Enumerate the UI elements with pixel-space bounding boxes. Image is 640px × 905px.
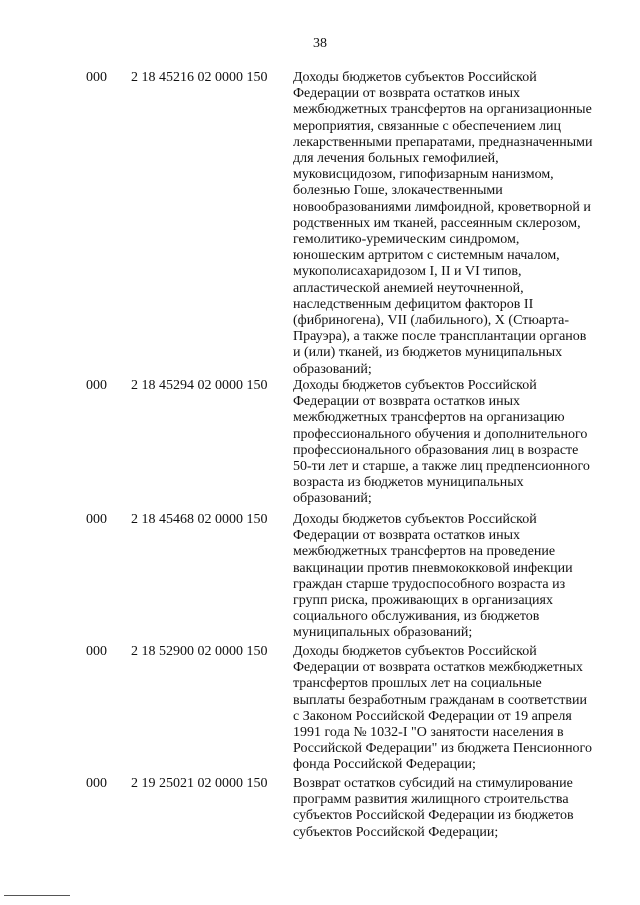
description-line: Федерации от возврата остатков иных — [293, 394, 520, 410]
description-line: 50-ти лет и старше, а также лиц предпенсионного — [293, 459, 590, 475]
budget-classification-code: 2 18 45468 02 0000 150 — [131, 512, 268, 527]
description-line: гемолитико-уремическим синдромом, — [293, 232, 520, 248]
admin-code: 000 — [86, 378, 107, 393]
revenue-description — [293, 378, 593, 508]
description-line: субъектов Российской Федерации; — [293, 824, 499, 840]
description-line: лекарственными препаратами, предназначенными — [293, 134, 593, 150]
description-line: межбюджетных трансфертов на проведение — [293, 544, 556, 560]
description-line: и (или) тканей, из бюджетов муниципальных — [293, 345, 563, 361]
revenue-description — [293, 512, 593, 642]
revenue-description — [293, 776, 593, 841]
page-number: 38 — [313, 36, 327, 51]
description-line: трансфертов прошлых лет на социальные — [293, 676, 542, 692]
admin-code: 000 — [86, 776, 107, 791]
budget-classification-code: 2 19 25021 02 0000 150 — [131, 776, 268, 791]
admin-code: 000 — [86, 644, 107, 659]
revenue-description — [293, 644, 593, 774]
description-line: новообразованиями лимфоидной, кроветворной и — [293, 199, 591, 215]
description-line: мукополисахаридозом I, II и VI типов, — [293, 264, 522, 280]
description-line: мероприятия, связанные с обеспечением лиц — [293, 118, 562, 134]
description-line: групп риска, проживающих в организациях — [293, 593, 553, 609]
description-line: Доходы бюджетов субъектов Российской — [293, 644, 537, 659]
description-line: муниципальных образований; — [293, 625, 473, 641]
description-line: программ развития жилищного строительства — [293, 792, 569, 808]
admin-code: 000 — [86, 512, 107, 527]
description-line: профессионального образования лиц в возрасте — [293, 442, 579, 458]
footer-rule — [4, 895, 70, 896]
budget-classification-code: 2 18 45294 02 0000 150 — [131, 378, 268, 393]
description-line: Федерации от возврата остатков иных — [293, 528, 520, 544]
description-line: выплаты безработным гражданам в соответствии — [293, 692, 587, 708]
description-line: возраста из бюджетов муниципальных — [293, 475, 524, 491]
description-line: граждан старше трудоспособного возраста из — [293, 576, 566, 592]
description-line: Доходы бюджетов субъектов Российской — [293, 378, 537, 393]
budget-classification-code: 2 18 52900 02 0000 150 — [131, 644, 268, 659]
description-line: субъектов Российской Федерации из бюджетов — [293, 808, 574, 824]
description-line: для лечения больных гемофилией, — [293, 151, 499, 167]
description-line: Возврат остатков субсидий на стимулирование — [293, 776, 573, 791]
description-line: Российской Федерации" из бюджета Пенсионного — [293, 741, 592, 757]
description-line: межбюджетных трансфертов на организацию — [293, 410, 565, 426]
description-line: фонда Российской Федерации; — [293, 757, 476, 773]
description-line: межбюджетных трансфертов на организационные — [293, 102, 592, 118]
description-line: вакцинации против пневмококковой инфекции — [293, 560, 573, 576]
description-line: Доходы бюджетов субъектов Российской — [293, 70, 537, 85]
description-line: (фибриногена), VII (лабильного), X (Стюарта- — [293, 313, 570, 329]
description-line: образований; — [293, 491, 372, 507]
description-line: Прауэра), а также после трансплантации органов — [293, 329, 587, 345]
description-line: апластической анемией неуточненной, — [293, 280, 524, 296]
description-line: юношеским артритом с системным началом, — [293, 248, 560, 264]
description-line: Федерации от возврата остатков межбюджетных — [293, 660, 583, 676]
description-line: образований; — [293, 361, 372, 377]
admin-code: 000 — [86, 70, 107, 85]
description-line: профессионального обучения и дополнительного — [293, 426, 588, 442]
revenue-description — [293, 70, 593, 378]
description-line: Доходы бюджетов субъектов Российской — [293, 512, 537, 527]
description-line: наследственным дефицитом факторов II — [293, 296, 534, 312]
description-line: родственных им тканей, рассеянным склерозом, — [293, 215, 581, 231]
description-line: Федерации от возврата остатков иных — [293, 86, 520, 102]
description-line: 1991 года № 1032-I "О занятости населения в — [293, 725, 564, 741]
description-line: с Законом Российской Федерации от 19 апреля — [293, 708, 572, 724]
description-line: социального обслуживания, из бюджетов — [293, 609, 540, 625]
budget-classification-code: 2 18 45216 02 0000 150 — [131, 70, 268, 85]
description-line: муковисцидозом, гипофизарным нанизмом, — [293, 167, 554, 183]
description-line: болезнью Гоше, злокачественными — [293, 183, 503, 199]
